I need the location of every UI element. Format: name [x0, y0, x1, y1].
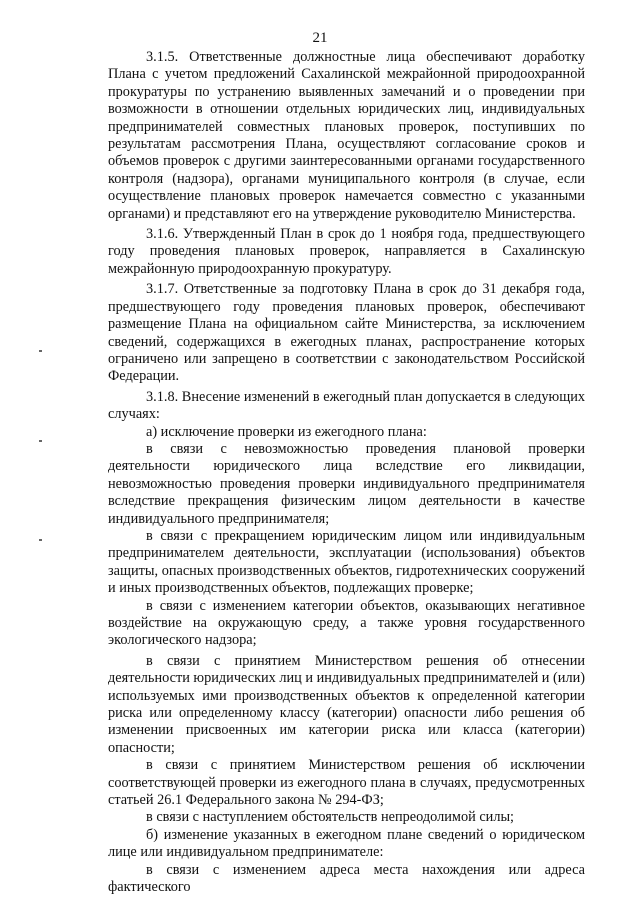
- case-force-majeure: в связи с наступлением обстоятельств непреодолимой силы;: [146, 809, 515, 826]
- document-body: [108, 49, 585, 897]
- page-number: 21: [312, 30, 328, 46]
- case-liquidation: в связи с невозможностью проведения плановой проверки деятельности юридического лица вследствие его ликвидации, невозможностью проведения проверки индивидуального предпринимателя вследствие прекращения физическим лицом деятельности в качестве индивидуального предпринимателя;: [108, 440, 585, 527]
- scan-speck: [39, 539, 42, 541]
- paragraph-3-1-7: 3.1.7. Ответственные за подготовку Плана в срок до 31 декабря года, предшествующего году проведения плановых проверок, обеспечивают размещение Плана на официальном сайте Министерства, за исключением сведений, содержащихся в ежегодных планах, распространение которых ограничено или запрещено в соответствии с законодательством Российской Федерации.: [108, 281, 585, 385]
- paragraph-3-1-6: 3.1.6. Утвержденный План в срок до 1 ноября года, предшествующего году проведения плановых проверок, направляется в Сахалинскую межрайонную природоохранную прокуратуру.: [108, 226, 585, 277]
- case-address-change: в связи с изменением адреса места нахождения или адреса фактического: [108, 861, 585, 896]
- paragraph-3-1-5: 3.1.5. Ответственные должностные лица обеспечивают доработку Плана с учетом предложений Сахалинской межрайонной природоохранной прокуратуры по устранению выявленных замечаний и о проведении при возможности в отношении отдельных юридических лиц, индивидуальных предпринимателей совместных плановых проверок, поступивших по результатам рассмотрения Плана, осуществляют согласование сроков и объемов проверок с другими заинтересованными органами государственного контроля (надзора), органами муниципального контроля (в случае, если осуществление плановых проверок намечается совместно с указанными органами) и представляют его на утверждение руководителю Министерства.: [108, 49, 585, 222]
- case-risk-category: в связи с принятием Министерством решения об отнесении деятельности юридических лиц и индивидуальных предпринимателей и (или) используемых ими производственных объектов к определенной категории риска или определенному классу (категории) опасности либо решения об изменении присвоенных им категории риска или класса (категории) опасности;: [108, 652, 585, 756]
- case-exclusion-decision: в связи с принятием Министерством решения об исключении соответствующей проверки из ежегодного плана в случаях, предусмотренных статьей 26.1 Федерального закона № 294-ФЗ;: [108, 757, 585, 809]
- list-item-a: а) исключение проверки из ежегодного плана:: [146, 423, 427, 440]
- scan-speck: [39, 350, 42, 352]
- list-item-b: б) изменение указанных в ежегодном плане сведений о юридическом лице или индивидуальном предпринимателе:: [108, 826, 585, 861]
- case-category-change: в связи с изменением категории объектов, оказывающих негативное воздействие на окружающую среду, а также уровня государственного экологического надзора;: [108, 597, 585, 649]
- paragraph-3-1-8: 3.1.8. Внесение изменений в ежегодный план допускается в следующих случаях:: [108, 388, 585, 423]
- case-termination: в связи с прекращением юридическим лицом или индивидуальным предпринимателем деятельности, эксплуатации (использования) объектов защиты, опасных производственных объектов, гидротехнических сооружений и иных производственных объектов, подлежащих проверке;: [108, 527, 585, 597]
- scan-speck: [39, 440, 42, 442]
